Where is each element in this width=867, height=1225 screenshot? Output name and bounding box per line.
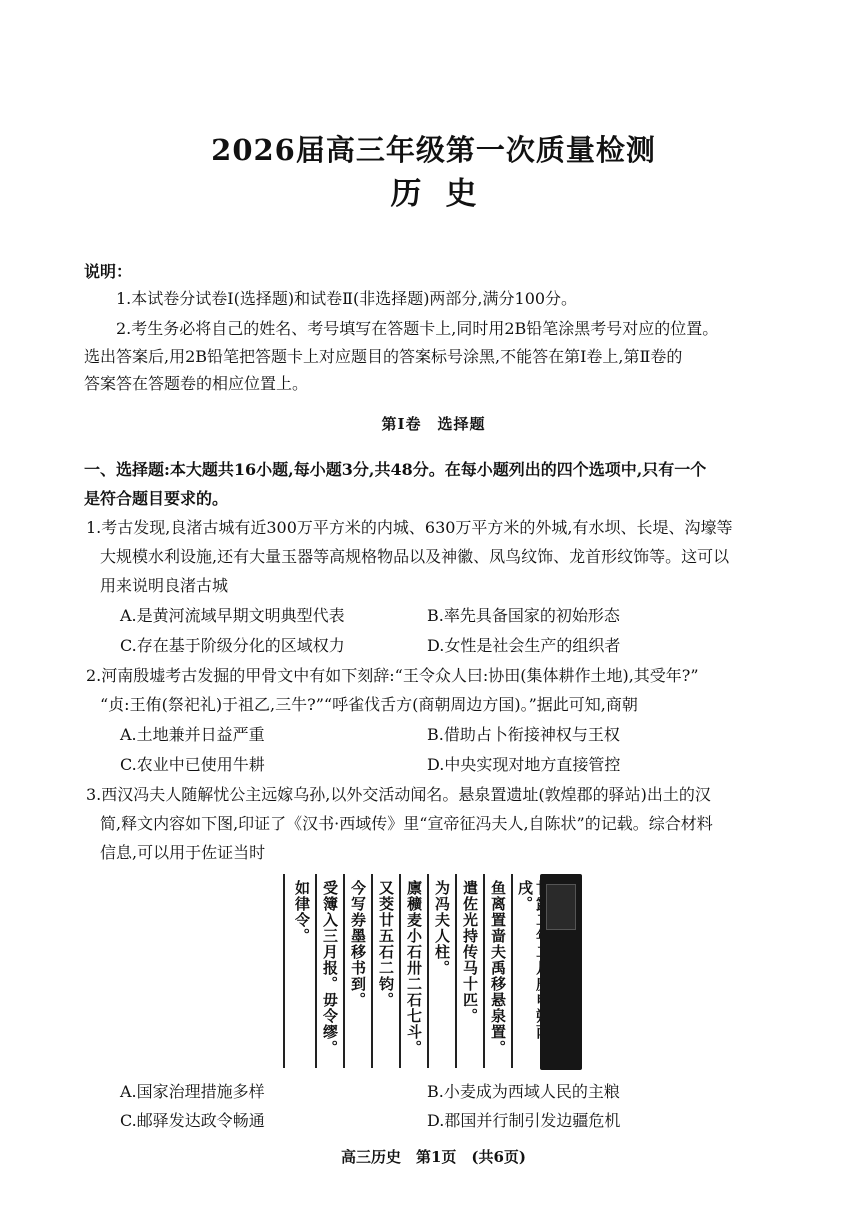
slip-divider: [511, 874, 513, 1068]
bamboo-slip-photo: [540, 874, 582, 1070]
notes-item-2-line-3: 答案答在答题卷的相应位置上。: [84, 374, 309, 393]
bamboo-slip-7: 今写券墨移书到。: [349, 880, 367, 1008]
q2-stem-line-1: 2.河南殷墟考古发掘的甲骨文中有如下刻辞:“王令众人曰:协田(集体耕作土地),其受年?”: [86, 666, 699, 685]
section-title: 第Ⅰ卷 选择题: [381, 415, 486, 433]
q3-stem-line-1: 3.西汉冯夫人随解忧公主远嫁乌孙,以外交活动闻名。悬泉置遗址(敦煌郡的驿站)出土的汉: [86, 785, 711, 804]
bamboo-slip-5: 廪穬麦小石卅二石七斗。: [405, 880, 423, 1056]
notes-label: 说明：: [84, 262, 133, 281]
q3-option-b[interactable]: B.小麦成为西域人民的主粮: [427, 1082, 620, 1101]
q1-stem-line-3: 用来说明良渚古城: [100, 576, 229, 595]
q1-option-a[interactable]: A.是黄河流域早期文明典型代表: [120, 606, 345, 625]
q2-option-d[interactable]: D.中央实现对地方直接管控: [427, 755, 621, 774]
q3-option-c[interactable]: C.邮驿发达政令畅通: [120, 1111, 265, 1130]
q3-stem-line-3: 信息,可以用于佐证当时: [100, 843, 266, 862]
section-instructions-line-1: 一、选择题:本大题共16小题,每小题3分,共48分。在每小题列出的四个选项中,只有一个: [84, 460, 707, 479]
subject-title: 历史: [390, 176, 501, 212]
slip-divider: [343, 874, 345, 1068]
notes-item-2-line-2: 选出答案后,用2B铅笔把答题卡上对应题目的答案标号涂黑,不能答在第Ⅰ卷上,第Ⅱ卷的: [84, 347, 683, 366]
q2-option-c[interactable]: C.农业中已使用牛耕: [120, 755, 265, 774]
bamboo-slip-9: 如律令。: [293, 880, 311, 944]
q3-option-d[interactable]: D.郡国并行制引发边疆危机: [427, 1111, 621, 1130]
bamboo-slip-3: 遣佐光持传马十匹。: [461, 880, 479, 1024]
bamboo-slip-6: 又茭廿五石二钧。: [377, 880, 395, 1008]
section-instructions-line-2: 是符合题目要求的。: [84, 489, 229, 508]
q1-option-b[interactable]: B.率先具备国家的初始形态: [427, 606, 620, 625]
page-footer: 高三历史 第1页 (共6页): [340, 1148, 527, 1166]
q2-option-a[interactable]: A.土地兼并日益严重: [120, 725, 265, 744]
slip-divider: [283, 874, 285, 1068]
slip-divider: [427, 874, 429, 1068]
bamboo-slip-8: 受簿入三月报。毋令缪。: [321, 880, 339, 1056]
slip-divider: [483, 874, 485, 1068]
bamboo-slip-4: 为冯夫人柱。: [433, 880, 451, 976]
q1-stem-line-1: 1.考古发现,良渚古城有近300万平方米的内城、630万平方米的外城,有水坝、长堤、沟壕等: [86, 518, 733, 537]
bamboo-slip-1: 戌。: [516, 880, 534, 912]
notes-item-1: 1.本试卷分试卷Ⅰ(选择题)和试卷Ⅱ(非选择题)两部分,满分100分。: [116, 289, 578, 308]
bamboo-slip-2: 鱼离置啬夫禹移悬泉置。: [489, 880, 507, 1056]
q2-stem-line-2: “贞:王侑(祭祀礼)于祖乙,三牛?”“呼雀伐舌方(商朝周边方国)。”据此可知,商朝: [100, 695, 638, 714]
q2-option-b[interactable]: B.借助占卜衔接神权与王权: [427, 725, 620, 744]
slip-divider: [315, 874, 317, 1068]
slip-photo-inscription: [546, 884, 576, 930]
q1-stem-line-2: 大规模水利设施,还有大量玉器等高规格物品以及神徽、凤鸟纹饰、龙首形纹饰等。这可以: [100, 547, 730, 566]
q3-option-a[interactable]: A.国家治理措施多样: [120, 1082, 265, 1101]
slip-divider: [455, 874, 457, 1068]
notes-item-2-line-1: 2.考生务必将自己的姓名、考号填写在答题卡上,同时用2B铅笔涂黑考号对应的位置。: [116, 319, 719, 338]
exam-title: 2026届高三年级第一次质量检测: [211, 133, 656, 167]
slip-divider: [399, 874, 401, 1068]
slip-divider: [371, 874, 373, 1068]
q3-stem-line-2: 简,释文内容如下图,印证了《汉书·西域传》里“宣帝征冯夫人,自陈状”的记载。综合材料: [100, 814, 713, 833]
q1-option-d[interactable]: D.女性是社会生产的组织者: [427, 636, 621, 655]
q1-option-c[interactable]: C.存在基于阶级分化的区域权力: [120, 636, 345, 655]
bamboo-slips-figure: [285, 874, 583, 1070]
